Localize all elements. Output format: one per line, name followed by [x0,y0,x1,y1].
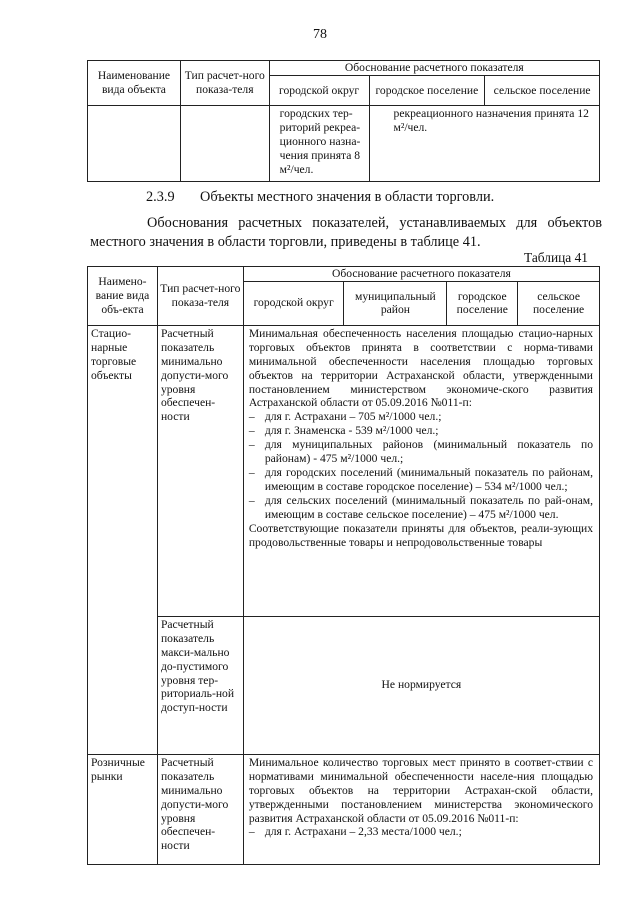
cell-basis-text [243,754,599,864]
cell-empty [88,106,181,182]
table-caption: Таблица 41 [524,250,588,265]
header-object-name: Наименование вида объекта [88,61,181,106]
header-urban-settlement: городское поселение [447,281,518,325]
page-number: 78 [313,27,327,42]
list-item: – для г. Астрахани – 705 м²/1000 чел.; [248,410,442,424]
basis-paragraph: Минимальное количество торговых мест принято в соответ-ствии с нормативами минимальной обеспеченности населе-ния площадью торговых объектов на территории Астрахан-ской области, утвержденными постановлением министерства экономического развития Астраханской области от 05.09.2016 №011-п: [248,755,593,825]
list-item: – для г. Знаменска - 539 м²/1000 чел.; [248,424,439,438]
header-municipal-district: муниципальный район [344,281,447,325]
table-row [88,754,600,864]
cell-not-normed: Не нормируется [243,616,599,754]
header-rural-settlement: сельское поселение [518,281,600,325]
table-row [88,325,600,616]
cell-indicator-type: Расчетный показатель минимально допусти-мого уровня обеспечен-ности [157,754,243,864]
continued-table [87,60,600,182]
section-number: 2.3.9 [146,189,175,205]
cell-empty [180,106,269,182]
header-urban-settlement: городское поселение [369,76,485,106]
header-city-district: городской округ [243,281,344,325]
list-item: – для муниципальных районов (минимальный показатель по районам) - 475 м²/1000 чел.; [248,438,593,466]
cell-urban-continuation: рекреационного назначения принята 12 м²/чел. [369,106,599,182]
intro-paragraph: Обоснования расчетных показателей, устанавливаемых для объектов местного значения в области торговли, приведены в таблице 41. [90,215,602,250]
header-indicator-type: Тип расчет-ного показа-теля [180,61,269,106]
cell-object-name: Розничные рынки [88,754,158,864]
list-item: – для городских поселений (минимальный показатель по районам, имеющим в составе городское поселение) – 534 м²/1000 чел.; [248,465,593,493]
table-row [88,616,600,754]
header-indicator-type: Тип расчет-ного показа-теля [157,267,243,326]
list-item: – для сельских поселений (минимальный показатель по рай-онам, имеющим в составе сельское поселение) – 475 м²/1000 чел. [248,493,593,521]
header-basis: Обоснование расчетного показателя [243,267,599,282]
header-city-district: городской округ [269,76,369,106]
basis-paragraph: Минимальная обеспеченность населения площадью стацио-нарных торговых объектов принята в соответствии с норма-тивами минимальной обеспеченности населения площадью торговых объектов на территории Астраханской области, утвержденными постановлением министерством экономиче-ского развития Астраханской области от 05.09.2016 №011-п: [248,326,593,410]
header-rural-settlement: сельское поселение [485,76,600,106]
section-title: Объекты местного значения в области торговли. [200,189,495,205]
list-item: – для г. Астрахани – 2,33 места/1000 чел.; [248,825,462,839]
cell-indicator-type: Расчетный показатель макси-мально до-пустимого уровня тер-риториаль-ной доступ-ности [157,616,243,754]
cell-basis-text [243,325,599,616]
header-basis: Обоснование расчетного показателя [269,61,599,76]
basis-footer: Соответствующие показатели приняты для объектов, реали-зующих продовольственные товары и непродовольственные товары [248,521,593,549]
cell-city-continuation: городских тер-риторий рекреа-ционного назна-чения принята 8 м²/чел. [269,106,369,182]
header-object-name: Наимено-вание вида объ-екта [88,267,158,326]
cell-object-name: Стацио-нарные торговые объекты [88,325,158,754]
cell-indicator-type: Расчетный показатель минимально допусти-мого уровня обеспечен-ности [157,325,243,616]
table-41 [87,266,600,865]
